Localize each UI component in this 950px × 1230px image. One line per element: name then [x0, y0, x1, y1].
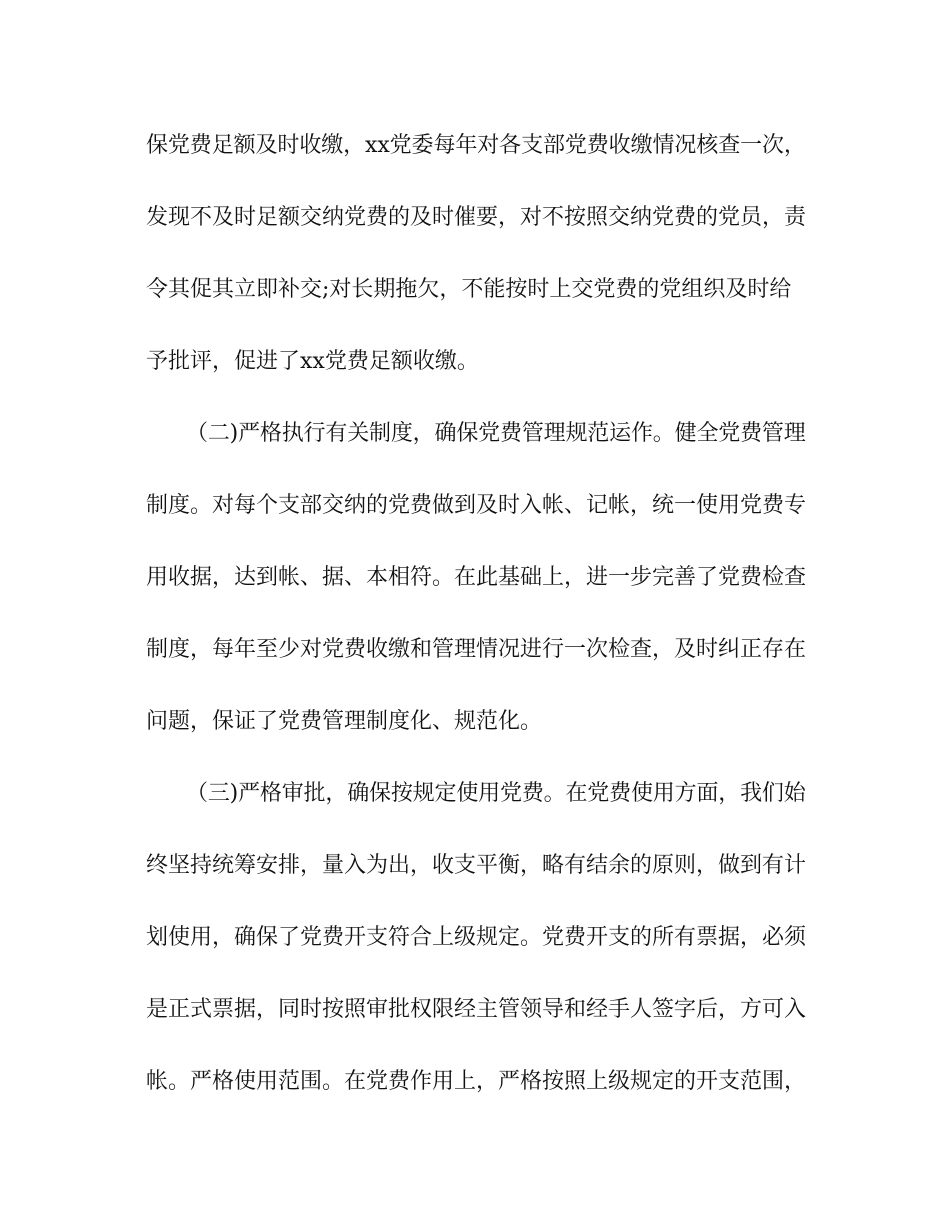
text-line-3: 令其促其立即补交;对长期拖欠，不能按时上交党费的党组织及时给 [146, 277, 792, 302]
text-line-6: 制度。对每个支部交纳的党费做到及时入帐、记帐，统一使用党费专 [146, 493, 807, 518]
text-line-12: 划使用，确保了党费开支符合上级规定。党费开支的所有票据，必须 [146, 925, 807, 950]
text-line-4: 予批评，促进了xx党费足额收缴。 [146, 349, 479, 374]
text-line-7: 用收据，达到帐、据、本相符。在此基础上，进一步完善了党费检查 [146, 565, 807, 590]
text-line-2: 发现不及时足额交纳党费的及时催要，对不按照交纳党费的党员，责 [146, 205, 807, 230]
text-line-14: 帐。严格使用范围。在党费作用上，严格按照上级规定的开支范围， [146, 1069, 807, 1094]
paragraph-2-first-line: （二)严格执行有关制度，确保党费管理规范运作。健全党费管理 [186, 421, 806, 446]
text-line-8: 制度，每年至少对党费收缴和管理情况进行一次检查，及时纠正存在 [146, 637, 807, 662]
text-line-9: 问题，保证了党费管理制度化、规范化。 [146, 709, 543, 734]
text-line-13: 是正式票据，同时按照审批权限经主管领导和经手人签字后，方可入 [146, 997, 807, 1022]
paragraph-3-first-line: （三)严格审批，确保按规定使用党费。在党费使用方面，我们始 [186, 781, 806, 806]
text-line-1: 保党费足额及时收缴，xx党委每年对各支部党费收缴情况核查一次， [146, 133, 806, 158]
text-line-11: 终坚持统筹安排，量入为出，收支平衡，略有结余的原则，做到有计 [146, 853, 807, 878]
